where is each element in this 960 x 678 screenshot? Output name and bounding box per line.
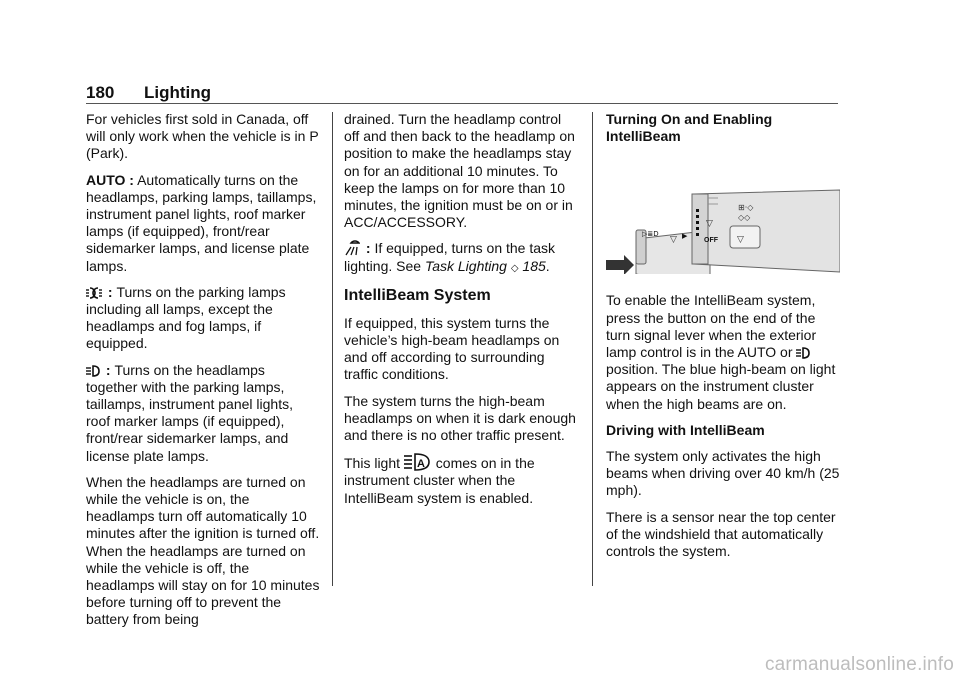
- headlamp-text: Turns on the headlamps together with the parking lamps, taillamps, instrument panel lights, roof marker lamps (if equipped), front/rear sidemarker lamps, and license plate lamps.: [86, 361, 293, 464]
- driving-heading: Driving with IntelliBeam: [606, 421, 765, 438]
- svg-text:▽: ▽: [737, 235, 744, 246]
- enable-text-start: To enable the IntelliBeam system, press the button on the end of the turn signal lever when the exterior lamp control is in the AUTO or: [606, 292, 817, 361]
- intellibeam-indicator-paragraph: [344, 453, 580, 507]
- enable-text-end: position. The blue high-beam on light appears on the instrument cluster when the high beams are on.: [606, 361, 836, 412]
- headlamp-icon: [796, 346, 810, 360]
- turning-on-heading: Turning On and Enabling IntelliBeam: [606, 111, 773, 145]
- watermark: carmanualsonline.info: [764, 654, 954, 675]
- auto-paragraph: [86, 172, 320, 275]
- task-separator: :: [362, 240, 375, 257]
- task-page-ref[interactable]: 185: [522, 257, 546, 274]
- indicator-text-start: This light: [344, 455, 404, 472]
- parking-paragraph: [86, 284, 320, 353]
- auto-text: Automatically turns on the headlamps, parking lamps, taillamps, instrument panel lights, roof marker lamps (if equipped), front/rear sidemarker lamps, and license plate lamps.: [86, 171, 317, 274]
- headlamp-separator: :: [102, 361, 115, 378]
- column-2: [344, 111, 580, 516]
- task-text: If equipped, turns on the task lighting. See: [344, 240, 556, 274]
- svg-text:▽: ▽: [670, 235, 677, 246]
- indicator-text-end: comes on in the instrument cluster when the IntelliBeam system is enabled.: [344, 455, 535, 506]
- svg-text:▶: ▶: [682, 233, 688, 241]
- page-ref-arrow: ◇: [510, 262, 519, 274]
- svg-text:◇◇: ◇◇: [738, 213, 751, 223]
- svg-text:▷≣D: ▷≣D: [642, 230, 659, 239]
- intellibeam-heading: IntelliBeam System: [344, 286, 491, 304]
- header-rule: [86, 103, 838, 104]
- battery-paragraph: drained. Turn the headlamp control off and then back to the headlamp on position to make the headlamps stay on for an additional 10 minutes. To keep the lamps on for more than 10 minutes, the ignition must be on or in ACC/ACCESSORY.: [344, 111, 575, 231]
- intellibeam-dark: The system turns the high-beam headlamps on when it is dark enough and there is no other traffic present.: [344, 392, 576, 444]
- headlamp-paragraph: [86, 362, 320, 465]
- svg-text:▽: ▽: [706, 219, 713, 230]
- auto-off-paragraph: When the headlamps are turned on while the vehicle is on, the headlamps turn off automatically 10 minutes after the ignition is turned off. When the headlamps are turned on while the vehicle is off, the headlamps will stay on for 10 minutes before turning off to prevent the battery from being: [86, 473, 320, 628]
- parking-lamp-icon: [86, 286, 102, 300]
- parking-text: Turns on the parking lamps including all lamps, except the headlamps and fog lamps, if equipped.: [86, 283, 286, 352]
- auto-label: AUTO :: [86, 171, 134, 188]
- task-end: .: [545, 257, 550, 274]
- section-title: Lighting: [144, 83, 212, 102]
- column-divider-1: [332, 112, 333, 586]
- svg-text:A: A: [416, 458, 425, 471]
- column-3: [606, 111, 840, 569]
- turn-signal-lever-figure: [606, 154, 840, 274]
- svg-text:⊞·◇: ⊞·◇: [738, 203, 754, 213]
- canada-note: For vehicles first sold in Canada, off will only work when the vehicle is in P (Park).: [86, 111, 319, 162]
- task-lighting-paragraph: [344, 240, 580, 276]
- page-header: [86, 83, 838, 103]
- task-lamp-icon: [344, 240, 360, 256]
- lever-off-label: OFF: [704, 237, 718, 245]
- page-number: 180: [86, 83, 115, 102]
- intellibeam-indicator-icon: [404, 453, 430, 471]
- enable-paragraph: [606, 292, 840, 412]
- parking-separator: :: [104, 283, 117, 300]
- intellibeam-desc: If equipped, this system turns the vehicle’s high-beam headlamps on and off according to surrounding traffic conditions.: [344, 314, 560, 383]
- sensor-paragraph: There is a sensor near the top center of the windshield that automatically controls the system.: [606, 508, 836, 560]
- task-lighting-link[interactable]: Task Lighting: [424, 257, 507, 274]
- column-divider-2: [592, 112, 593, 586]
- headlamp-icon: [86, 364, 100, 378]
- column-1: [86, 111, 320, 638]
- speed-paragraph: The system only activates the high beams when driving over 40 km/h (25 mph).: [606, 448, 840, 499]
